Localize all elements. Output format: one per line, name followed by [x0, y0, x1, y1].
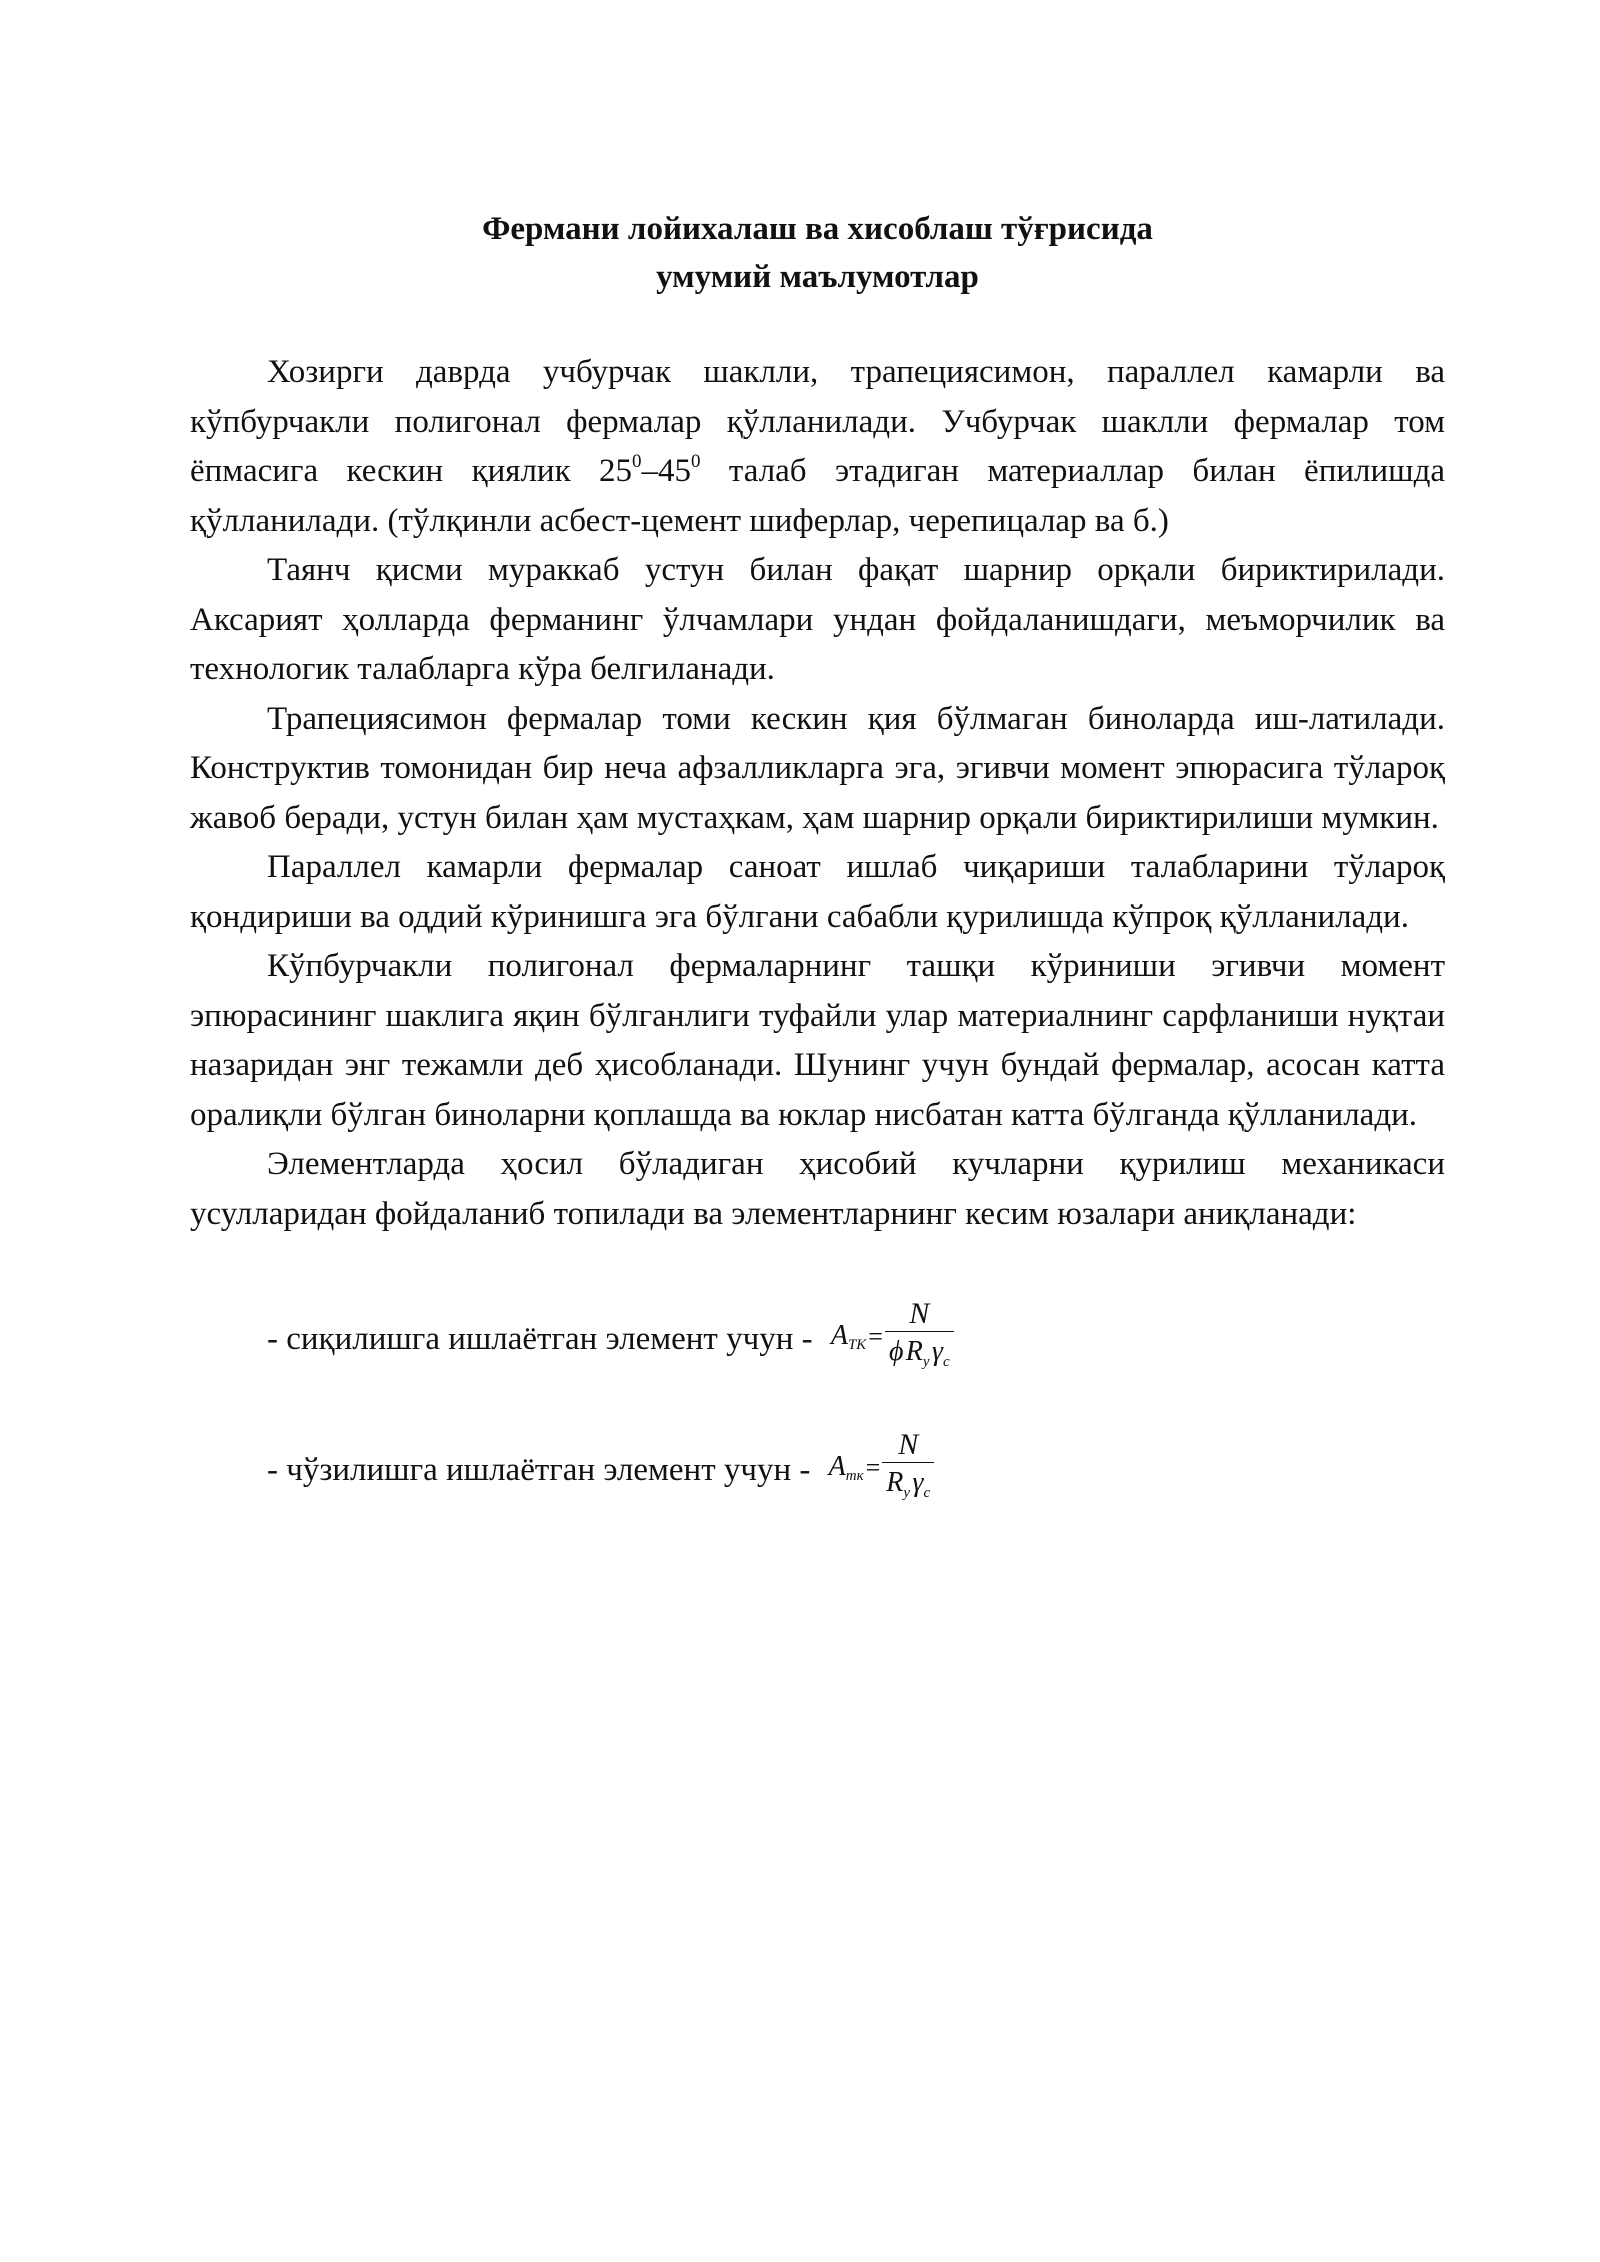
paragraph-truss-types-part2: талаб этадиган материаллар билан ёпилишда қўлланилади. (тўлқинли асбест-цемент шиферлар, черепицалар ва б.): [190, 453, 1446, 539]
document-title: [190, 205, 1445, 301]
title-line-1: Фермани лойихалаш ва хисоблаш тўғрисида: [482, 211, 1153, 247]
compression-denominator: [885, 1332, 954, 1382]
tension-denominator: [882, 1463, 934, 1513]
angle-range-dash: –45: [641, 453, 692, 489]
compression-gamma-subscript: c: [942, 1354, 950, 1370]
tension-formula: [829, 1428, 934, 1513]
compression-formula-label: - сиқилишга ишлаётган элемент учун -: [267, 1321, 821, 1357]
paragraph-truss-types: [190, 348, 1445, 546]
compression-lhs-symbol: A: [830, 1319, 848, 1351]
tension-lhs-symbol: A: [828, 1450, 846, 1482]
tension-numerator: N: [898, 1428, 919, 1461]
document-page: [190, 205, 1445, 1513]
paragraph-polygonal-trusses: Кўпбурчакли полигонал фермаларнинг ташқи кўриниши эгивчи момент эпюрасининг шаклига яқин бўлганлиги туфайли улар материалнинг сарфланиши нуқтаи назаридан энг тежамли деб ҳисобланади. Шунинг учун бундай фермалар, асосан катта оралиқли бўлган биноларни қоплашда ва юклар нисбатан катта бўлганда қўлланилади.: [190, 948, 1445, 1133]
title-line-2: умумий маълумотлар: [656, 259, 979, 295]
tension-equals-sign: =: [865, 1452, 881, 1482]
compression-equals-sign: =: [868, 1321, 883, 1351]
compression-gamma-symbol: γ: [931, 1336, 943, 1367]
paragraph-truss-types-part1: Хозирги даврда учбурчак шаклли, трапециясимон, параллел камарли ва кўпбурчакли полигонал фермалар қўлланилади. Учбурчак шаклли фермалар том ёпмасига кескин қиялик 25: [190, 354, 1445, 489]
tension-R-symbol: R: [886, 1467, 904, 1498]
compression-formula-row: [190, 1297, 1445, 1382]
paragraph-parallel-chord-trusses: Параллел камарли фермалар саноат ишлаб чиқариши талабларини тўлароқ қондириши ва оддий кўринишга эга бўлгани сабабли қурилишда кўпроқ қўлланилади.: [190, 849, 1445, 935]
compression-R-symbol: R: [905, 1336, 923, 1367]
compression-numerator: N: [909, 1297, 930, 1330]
tension-fraction: [882, 1428, 934, 1513]
body-text: [190, 348, 1445, 1239]
tension-lhs-subscript: тк: [845, 1467, 864, 1484]
tension-formula-lhs: [829, 1451, 864, 1485]
paragraph-trapezoidal-trusses: Трапециясимон фермалар томи кескин қия бўлмаган биноларда иш-латилади. Конструктив томонидан бир неча афзалликларга эга, эгивчи момент эпюрасига тўлароқ жавоб беради, устун билан ҳам мустаҳкам, ҳам шарнир орқали бириктирилиши мумкин.: [190, 700, 1445, 836]
degree-superscript-1: 0: [632, 451, 642, 472]
compression-formula-lhs: [831, 1320, 866, 1354]
tension-gamma-symbol: γ: [912, 1467, 924, 1498]
compression-lhs-subscript: ТК: [847, 1336, 867, 1353]
tension-gamma-subscript: c: [923, 1485, 931, 1501]
degree-superscript-2: 0: [691, 451, 701, 472]
tension-formula-row: [190, 1428, 1445, 1513]
compression-formula: [831, 1297, 954, 1382]
tension-R-subscript: y: [903, 1485, 911, 1501]
tension-formula-label: - чўзилишга ишлаётган элемент учун -: [267, 1452, 819, 1488]
compression-phi-symbol: ϕ: [888, 1336, 904, 1367]
paragraph-support-connection: Таянч қисми мураккаб устун билан фақат шарнир орқали бириктирилади. Аксарият ҳолларда ферманинг ўлчамлари ундан фойдаланишдаги, меъморчилик ва технологик талабларга кўра белгиланади.: [190, 552, 1445, 687]
compression-fraction: [885, 1297, 954, 1382]
compression-R-subscript: y: [922, 1354, 930, 1370]
paragraph-element-forces: Элементларда ҳосил бўладиган ҳисобий кучларни қурилиш механикаси усулларидан фойдаланиб топилади ва элементларнинг кесим юзалари аниқланади:: [190, 1146, 1445, 1232]
